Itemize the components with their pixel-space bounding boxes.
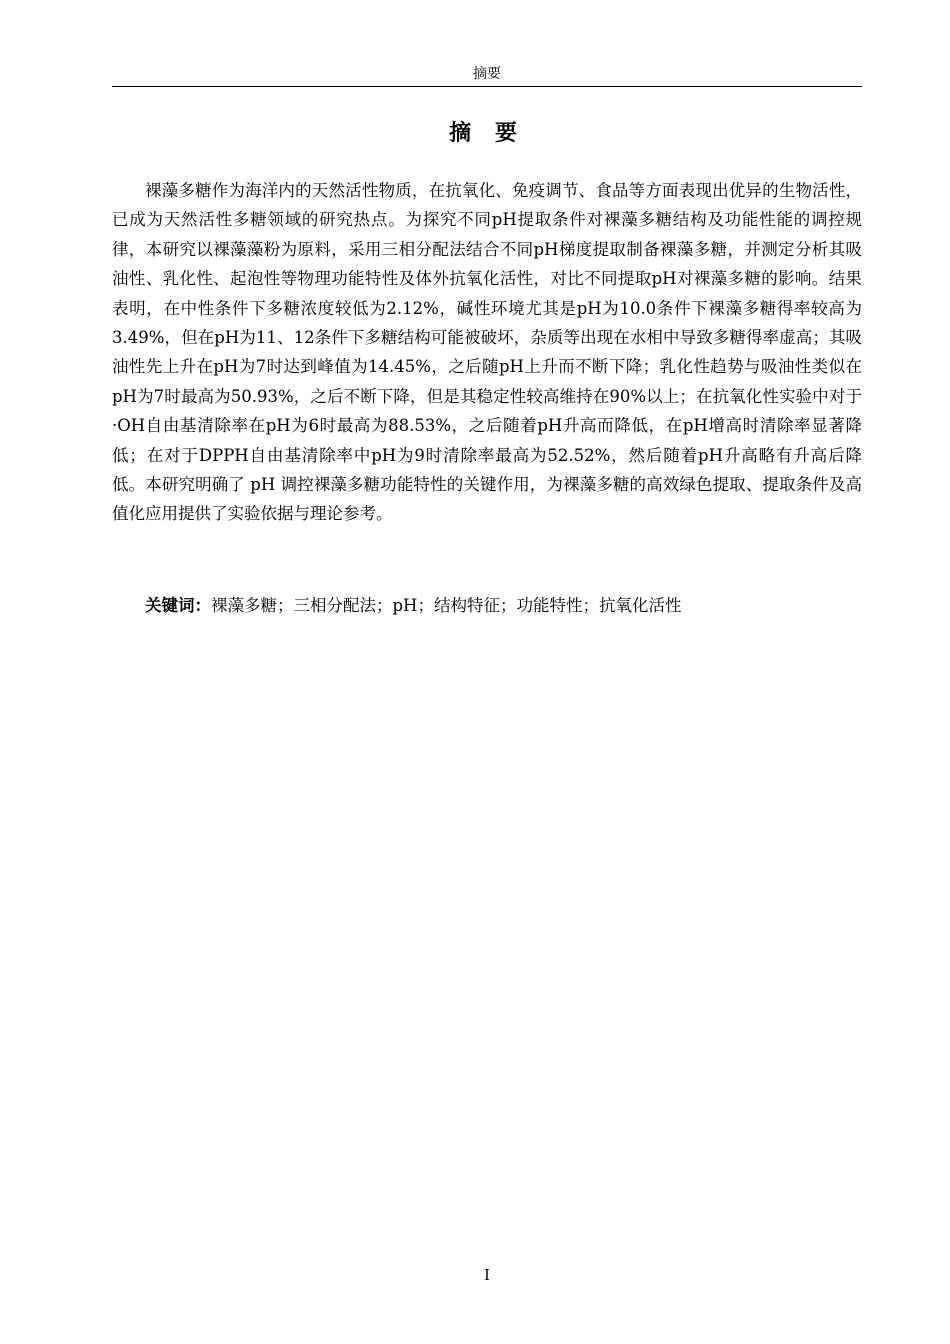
keywords-line — [112, 591, 862, 620]
running-header: 摘要 — [473, 66, 501, 82]
page-title: 摘 要 — [449, 121, 525, 146]
page-number: I — [484, 1266, 490, 1284]
keywords-text: 裸藻多糖；三相分配法；pH；结构特征；功能特性；抗氧化活性 — [211, 596, 682, 615]
abstract-body: 裸藻多糖作为海洋内的天然活性物质，在抗氧化、免疫调节、食品等方面表现出优异的生物活性，已成为天然活性多糖领域的研究热点。为探究不同pH提取条件对裸藻多糖结构及功能性能的调控规律，本研究以裸藻藻粉为原料，采用三相分配法结合不同pH梯度提取制备裸藻多糖，并测定分析其吸油性、乳化性、起泡性等物理功能特性及体外抗氧化活性，对比不同提取pH对裸藻多糖的影响。结果表明，在中性条件下多糖浓度较低为2.12%，碱性环境尤其是pH为10.0条件下裸藻多糖得率较高为3.49%，但在pH为11、12条件下多糖结构可能被破坏，杂质等出现在水相中导致多糖得率虚高；其吸油性先上升在pH为7时达到峰值为14.45%，之后随pH上升而不断下降；乳化性趋势与吸油性类似在pH为7时最高为50.93%，之后不断下降，但是其稳定性较高维持在90%以上；在抗氧化性实验中对于·OH自由基清除率在pH为6时最高为88.53%，之后随着pH升高而降低，在pH增高时清除率显著降低；在对于DPPH自由基清除率中pH为9时清除率最高为52.52%，然后随着pH升高略有升高后降低。本研究明确了 pH 调控裸藻多糖功能特性的关键作用，为裸藻多糖的高效绿色提取、提取条件及高值化应用提供了实验依据与理论参考。 — [112, 181, 862, 524]
keywords-label: 关键词： — [145, 596, 211, 615]
header-divider — [112, 86, 862, 87]
